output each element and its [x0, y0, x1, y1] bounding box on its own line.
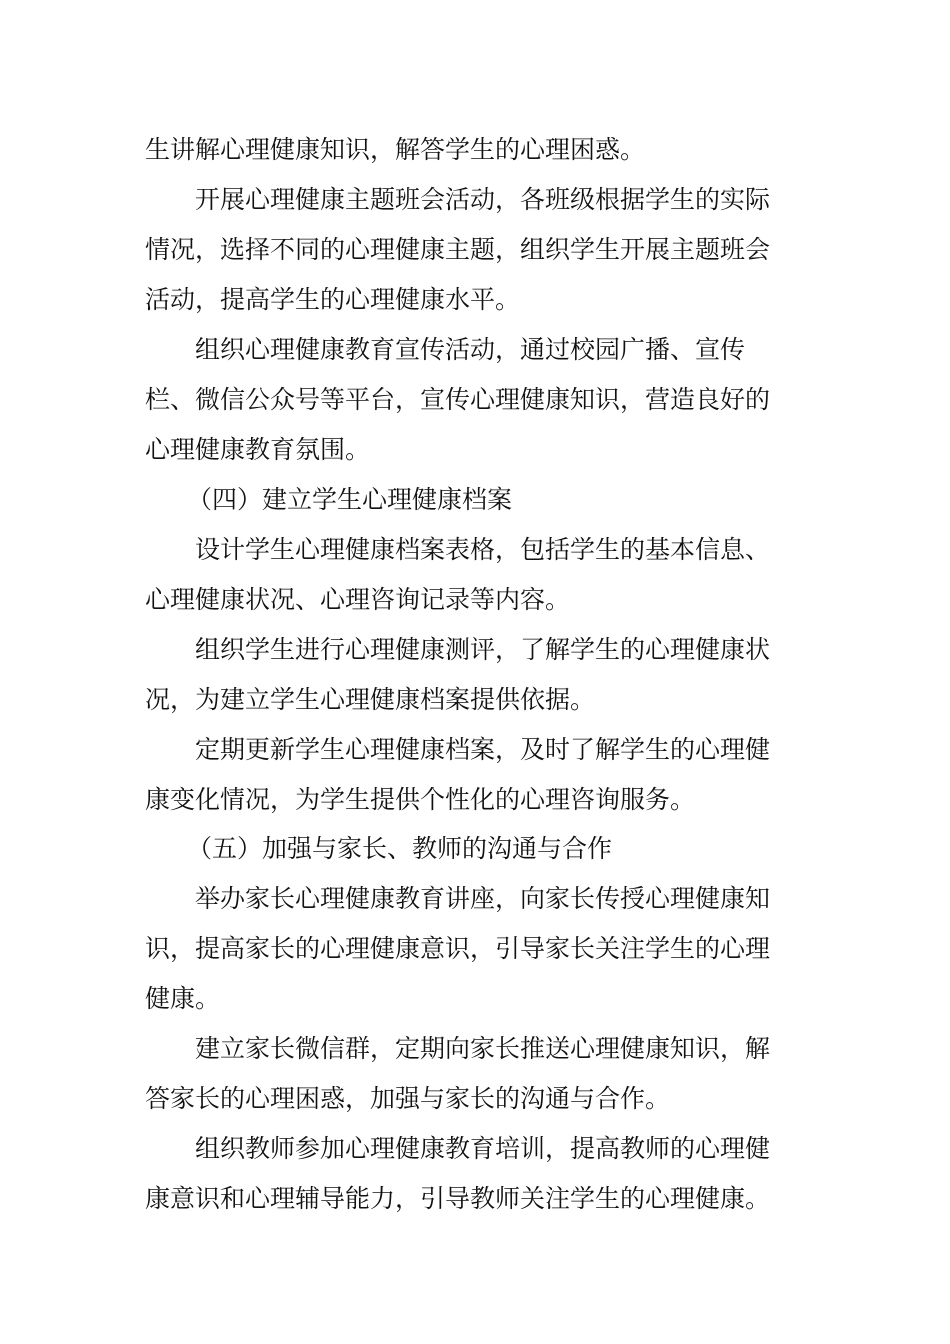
section-heading: （四）建立学生心理健康档案	[187, 485, 513, 514]
text-line: 栏、微信公众号等平台，宣传心理健康知识，营造良好的	[145, 385, 771, 414]
text-line: 心理健康状况、心理咨询记录等内容。	[145, 585, 571, 614]
text-line: 组织学生进行心理健康测评，了解学生的心理健康状	[195, 635, 771, 664]
text-line: 组织心理健康教育宣传活动，通过校园广播、宣传	[195, 335, 746, 364]
text-line: 举办家长心理健康教育讲座，向家长传授心理健康知	[195, 884, 771, 913]
text-line: 答家长的心理困惑，加强与家长的沟通与合作。	[145, 1084, 671, 1113]
section-heading: （五）加强与家长、教师的沟通与合作	[187, 834, 613, 863]
text-line: 开展心理健康主题班会活动，各班级根据学生的实际	[195, 185, 771, 214]
text-line: 生讲解心理健康知识，解答学生的心理困惑。	[145, 135, 646, 164]
text-line: 心理健康教育氛围。	[145, 435, 371, 464]
text-line: 识，提高家长的心理健康意识，引导家长关注学生的心理	[145, 934, 771, 963]
text-line: 组织教师参加心理健康教育培训，提高教师的心理健	[195, 1134, 771, 1163]
text-line: 康意识和心理辅导能力，引导教师关注学生的心理健康。	[145, 1184, 771, 1213]
text-line: 康变化情况，为学生提供个性化的心理咨询服务。	[145, 785, 696, 814]
text-line: 况，为建立学生心理健康档案提供依据。	[145, 685, 596, 714]
text-line: 活动，提高学生的心理健康水平。	[145, 285, 521, 314]
text-line: 健康。	[145, 984, 221, 1013]
text-line: 设计学生心理健康档案表格，包括学生的基本信息、	[195, 535, 771, 564]
text-line: 情况，选择不同的心理健康主题，组织学生开展主题班会	[145, 235, 771, 264]
text-line: 建立家长微信群，定期向家长推送心理健康知识，解	[195, 1034, 771, 1063]
text-line: 定期更新学生心理健康档案，及时了解学生的心理健	[195, 735, 771, 764]
